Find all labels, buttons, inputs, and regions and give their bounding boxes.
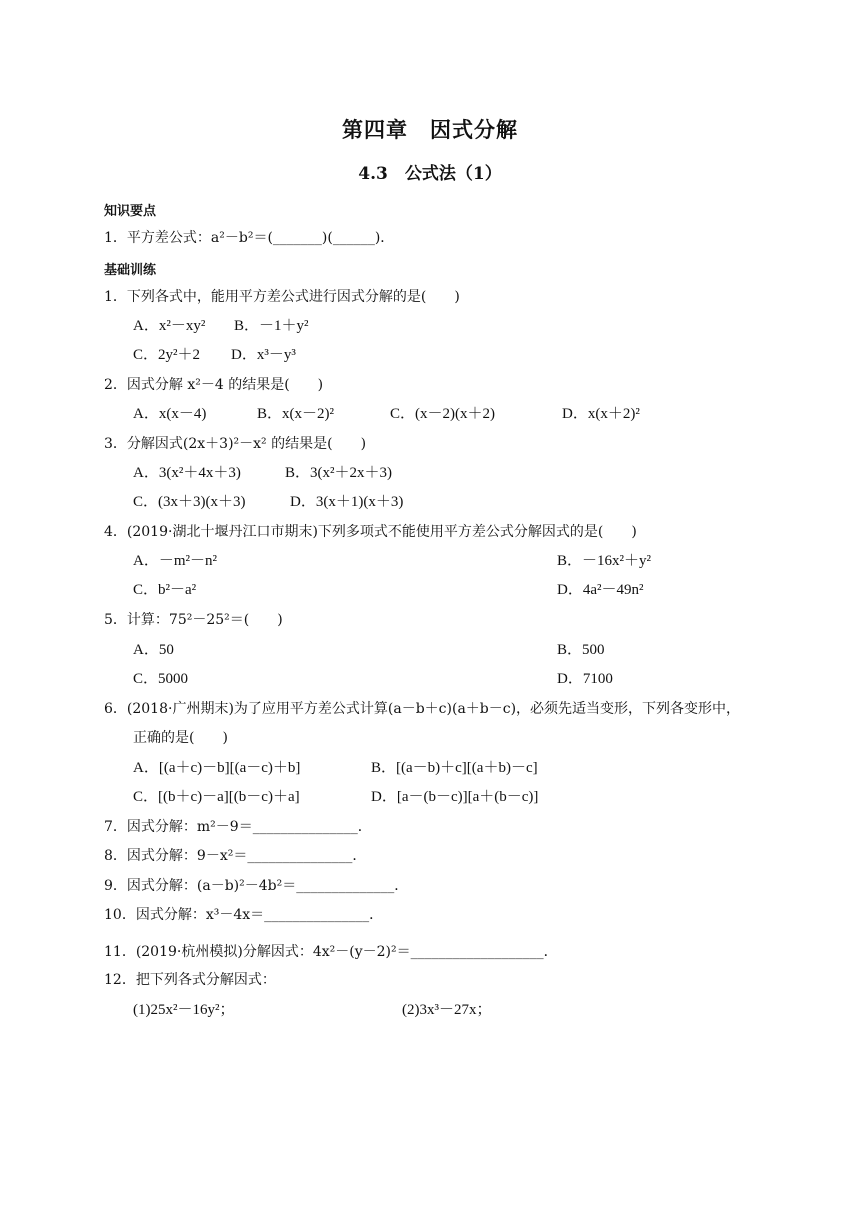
q9: 9．因式分解：(a－b)²－4b²＝______________． [104,878,409,894]
q1-option-b: B．－1＋y² [234,318,309,334]
q12-part-2: (2)3x³－27x； [402,1002,492,1018]
q1-option-a: A．x²－xy² [133,318,206,334]
q5-stem: 5．计算：75²－25²＝( ) [104,612,283,628]
chapter-title: 第四章 因式分解 [342,117,518,142]
knowledge-heading: 知识要点 [104,204,157,219]
q6-option-d: D．[a－(b－c)][a＋(b－c)] [371,789,539,805]
q1-stem: 1．下列各式中，能用平方差公式进行因式分解的是( ) [104,289,460,305]
q2-option-b: B．x(x－2)² [257,406,334,422]
q11: 11．(2019·杭州模拟)分解因式：4x²－(y－2)²＝___________________． [104,944,558,960]
q3-option-b: B．3(x²＋2x＋3) [285,465,392,481]
knowledge-item-1: 1．平方差公式：a²－b²＝(_______)(______)． [104,230,395,246]
q8: 8．因式分解：9－x²＝_______________． [104,848,367,864]
q2-option-c: C．(x－2)(x＋2) [390,406,495,422]
q2-option-d: D．x(x＋2)² [562,406,640,422]
q6-stem-line2: 正确的是( ) [133,730,228,746]
q2-stem: 2．因式分解 x²－4 的结果是( ) [104,377,324,393]
q1-option-d: D．x³－y³ [231,347,296,363]
q6-option-c: C．[(b＋c)－a][(b－c)＋a] [133,789,300,805]
q6-stem-line1: 6．(2018·广州期末)为了应用平方差公式计算(a－b＋c)(a＋b－c)，必须先适当变形，下列各变形中， [104,701,741,717]
q3-option-c: C．(3x＋3)(x＋3) [133,494,246,510]
q6-option-b: B．[(a－b)＋c][(a＋b)－c] [371,760,538,776]
q12-stem: 12．把下列各式分解因式： [104,972,276,988]
section-title: 4.3 公式法（1） [358,164,502,184]
q12-part-1: (1)25x²－16y²； [133,1002,235,1018]
q6-option-a: A．[(a＋c)－b][(a－c)＋b] [133,760,301,776]
q4-option-a: A．－m²－n² [133,553,217,569]
q5-option-d: D．7100 [557,671,613,687]
q5-option-c: C．5000 [133,671,189,687]
q3-option-a: A．3(x²＋4x＋3) [133,465,241,481]
q3-stem: 3．分解因式(2x＋3)²－x² 的结果是( ) [104,436,367,452]
q5-option-b: B．500 [557,642,605,658]
training-heading: 基础训练 [104,263,157,278]
q1-option-c: C．2y²＋2 [133,347,201,363]
q4-option-c: C．b²－a² [133,582,197,598]
q4-option-b: B．－16x²＋y² [557,553,651,569]
q7: 7．因式分解：m²－9＝_______________． [104,819,372,835]
q5-option-a: A．50 [133,642,174,658]
q10: 10．因式分解：x³－4x＝_______________． [104,907,384,923]
q2-option-a: A．x(x－4) [133,406,207,422]
q4-option-d: D．4a²－49n² [557,582,644,598]
q3-option-d: D．3(x＋1)(x＋3) [290,494,404,510]
q4-stem: 4．(2019·湖北十堰丹江口市期末)下列多项式不能使用平方差公式分解因式的是( ) [104,524,637,540]
